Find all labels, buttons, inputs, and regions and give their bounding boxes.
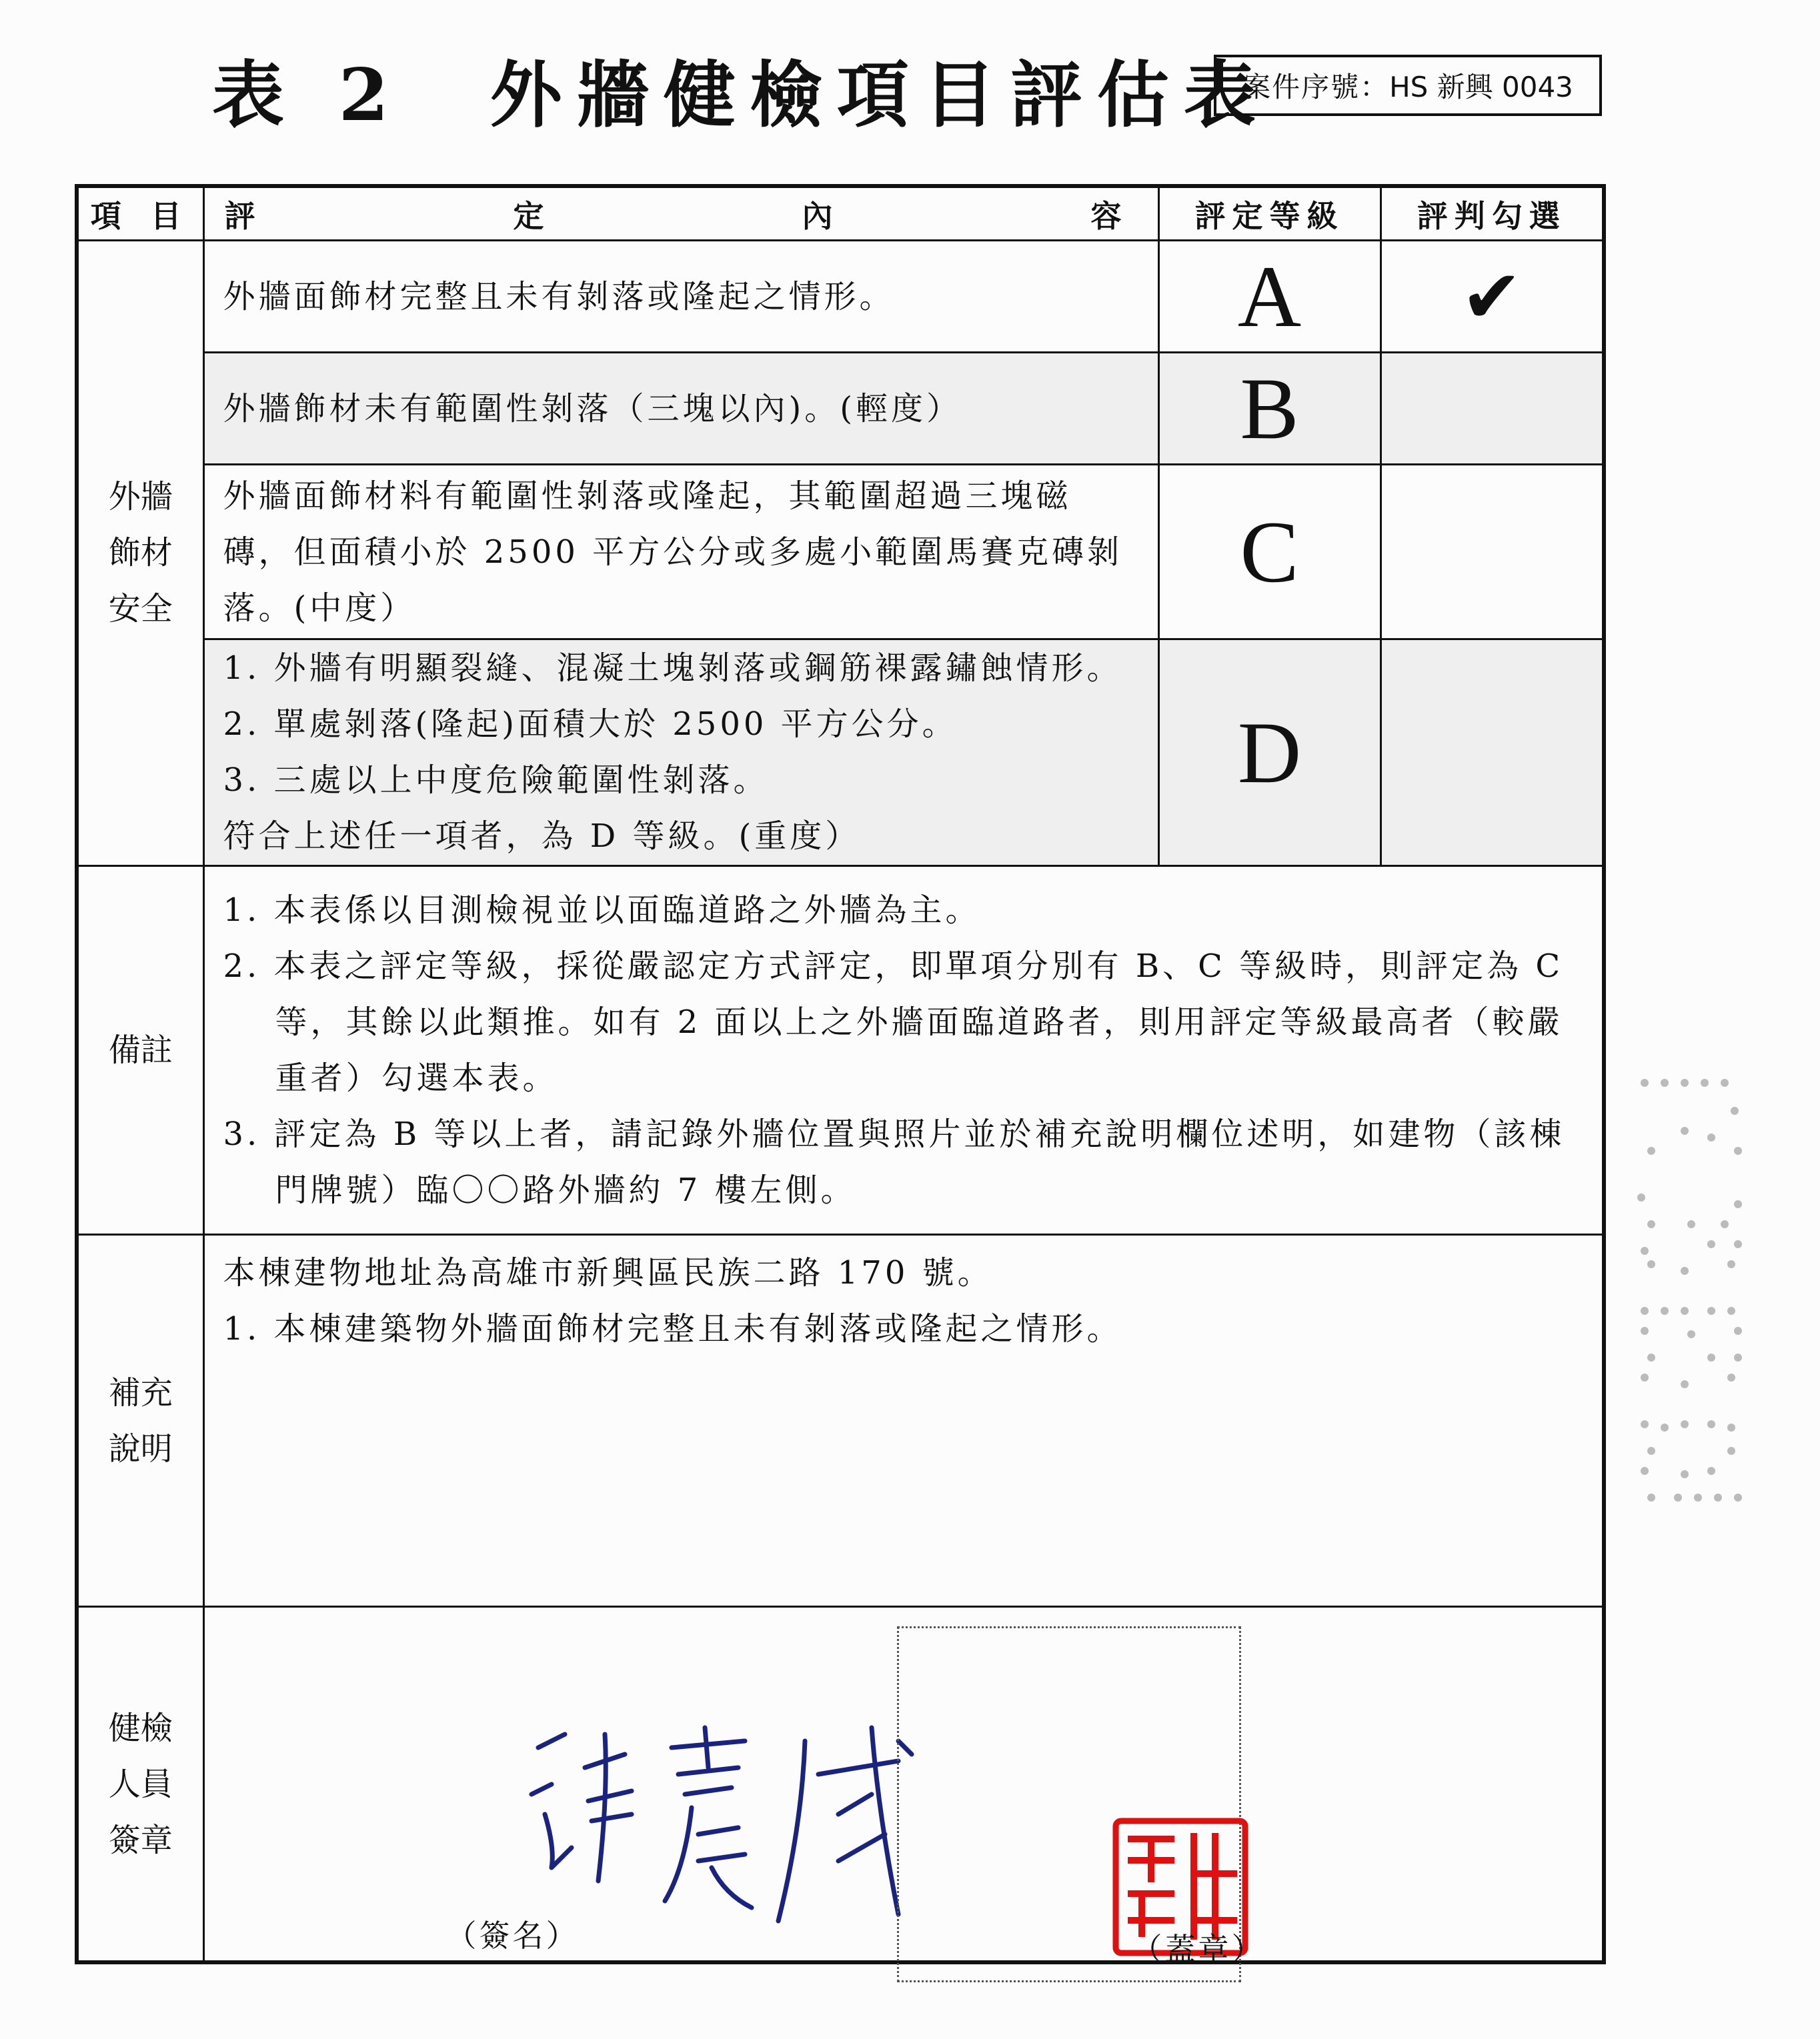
perforation-hole bbox=[1641, 1079, 1649, 1087]
grade-a-description: 外牆面飾材完整且未有剝落或隆起之情形。 bbox=[203, 241, 1158, 353]
perforation-hole bbox=[1641, 1327, 1649, 1335]
grade-row-d bbox=[77, 639, 1604, 865]
case-number-label: 案件序號： bbox=[1242, 71, 1390, 103]
perforation-hole bbox=[1641, 1420, 1649, 1428]
perforation-hole bbox=[1681, 1470, 1689, 1478]
perforation-hole bbox=[1734, 1327, 1742, 1335]
perforation-hole bbox=[1721, 1220, 1729, 1228]
perforation-hole bbox=[1727, 1424, 1735, 1432]
perforation-hole bbox=[1661, 1079, 1669, 1087]
grade-d-check-cell[interactable] bbox=[1381, 639, 1604, 865]
supplement-line: 1. 本棟建築物外牆面飾材完整且未有剝落或隆起之情形。 bbox=[223, 1310, 1122, 1348]
perforation-hole bbox=[1641, 1467, 1649, 1475]
grade-c-description: 外牆面飾材料有範圍性剝落或隆起，其範圍超過三塊磁 磚，但面積小於 2500 平方公分或多處小範圍馬賽克磚剝 落。(中度） bbox=[203, 465, 1158, 639]
perforation-hole bbox=[1661, 1424, 1669, 1432]
note-item: 1. 本表係以目測檢視並以面臨道路之外牆為主。 bbox=[223, 891, 981, 929]
perforation-hole bbox=[1641, 1307, 1649, 1315]
perforation-hole bbox=[1681, 1127, 1689, 1135]
perforation-hole bbox=[1681, 1420, 1689, 1428]
grade-d: D bbox=[1158, 639, 1381, 865]
perforation-hole bbox=[1681, 1079, 1689, 1087]
perforation-hole bbox=[1707, 1467, 1715, 1475]
perforation-hole bbox=[1707, 1134, 1715, 1142]
supplement-line: 本棟建物地址為高雄市新興區民族二路 170 號。 bbox=[223, 1254, 993, 1292]
supplement-content[interactable] bbox=[203, 1234, 1604, 1606]
perforation-hole bbox=[1734, 1200, 1742, 1208]
perforation-hole bbox=[1641, 1374, 1649, 1382]
case-number-value: HS 新興 0043 bbox=[1389, 71, 1573, 103]
perforation-hole bbox=[1727, 1307, 1735, 1315]
perforation-hole bbox=[1727, 1447, 1735, 1455]
perforation-hole bbox=[1731, 1107, 1739, 1115]
perforation-hole bbox=[1687, 1220, 1695, 1228]
grade-b-description: 外牆飾材未有範圍性剝落（三塊以內)。(輕度） bbox=[203, 353, 1158, 465]
perforation-hole bbox=[1687, 1330, 1695, 1338]
perforation-hole bbox=[1701, 1079, 1709, 1087]
perforation-hole bbox=[1707, 1354, 1715, 1362]
perforation-hole bbox=[1734, 1354, 1742, 1362]
supplement-row bbox=[77, 1234, 1604, 1606]
perforation-hole bbox=[1681, 1267, 1689, 1275]
sign-label: （簽名） bbox=[445, 1918, 580, 1954]
header-content: 評 定 內 容 bbox=[203, 186, 1158, 241]
supplement-category: 補充 說明 bbox=[77, 1234, 203, 1606]
grade-a: A bbox=[1158, 241, 1381, 353]
perforation-hole bbox=[1661, 1307, 1669, 1315]
page-title: 表 2 外牆健檢項目評估表 bbox=[212, 53, 1270, 137]
stamp-label: （蓋章） bbox=[1131, 1931, 1265, 1968]
handwritten-signature bbox=[525, 1714, 938, 1934]
perforation-hole bbox=[1707, 1307, 1715, 1315]
grade-b-check-cell[interactable] bbox=[1381, 353, 1604, 465]
assessment-table bbox=[75, 184, 1602, 1968]
signature-area bbox=[203, 1607, 1604, 1968]
perforation-hole bbox=[1647, 1147, 1655, 1155]
perforation-hole bbox=[1721, 1079, 1729, 1087]
perforation-hole bbox=[1647, 1494, 1655, 1502]
perforation-hole bbox=[1727, 1374, 1735, 1382]
facade-category: 外牆 飾材 安全 bbox=[77, 241, 203, 866]
notes-row bbox=[77, 865, 1604, 1234]
signature-category: 健檢 人員 簽章 bbox=[77, 1607, 203, 1962]
header-grade: 評定等級 bbox=[1158, 186, 1381, 241]
grade-c-check-cell[interactable] bbox=[1381, 465, 1604, 639]
header-item: 項 目 bbox=[77, 186, 203, 241]
perforation-hole bbox=[1714, 1494, 1722, 1502]
perforation-hole bbox=[1734, 1494, 1742, 1502]
grade-b: B bbox=[1158, 353, 1381, 465]
perforation-hole bbox=[1647, 1260, 1655, 1268]
note-item: 2. 本表之評定等級，採從嚴認定方式評定，即單項分別有 B、C 等級時，則評定為 C 等，其餘以此類推。如有 2 面以上之外牆面臨道路者，則用評定等級最高者（較嚴重者）勾選本表。 bbox=[223, 947, 1564, 1097]
perforation-hole bbox=[1734, 1147, 1742, 1155]
perforation-hole bbox=[1707, 1240, 1715, 1248]
perforation-hole bbox=[1647, 1220, 1655, 1228]
perforation-hole bbox=[1647, 1447, 1655, 1455]
perforation-hole bbox=[1694, 1494, 1702, 1502]
perforation-hole bbox=[1727, 1260, 1735, 1268]
grade-row-c bbox=[77, 465, 1604, 639]
grade-row-a bbox=[77, 241, 1604, 353]
perforation-hole bbox=[1681, 1380, 1689, 1388]
signature-row bbox=[77, 1607, 1604, 1962]
notes-category: 備註 bbox=[77, 865, 203, 1234]
perforation-hole bbox=[1674, 1494, 1682, 1502]
grade-d-description: 1. 外牆有明顯裂縫、混凝土塊剝落或鋼筋裸露鏽蝕情形。 2. 單處剝落(隆起)面積大於 2500 平方公分。 3. 三處以上中度危險範圍性剝落。 符合上述任一項者，為 D 等級。(重度） bbox=[203, 639, 1158, 865]
perforation-hole bbox=[1734, 1240, 1742, 1248]
header-judgement: 評判勾選 bbox=[1381, 186, 1604, 241]
perforation-hole bbox=[1681, 1307, 1689, 1315]
case-number-box bbox=[1214, 55, 1602, 116]
perforation-hole bbox=[1637, 1194, 1645, 1202]
note-item: 3. 評定為 B 等以上者，請記錄外牆位置與照片並於補充說明欄位述明，如建物（該棟門牌號）臨〇〇路外牆約 7 樓左側。 bbox=[223, 1115, 1565, 1209]
grade-c: C bbox=[1158, 465, 1381, 639]
perforation-hole bbox=[1647, 1354, 1655, 1362]
perforation-hole bbox=[1707, 1420, 1715, 1428]
grade-row-b bbox=[77, 353, 1604, 465]
grade-a-checkmark[interactable]: ✔ bbox=[1381, 241, 1604, 353]
notes-content bbox=[203, 865, 1604, 1234]
perforation-hole bbox=[1641, 1247, 1649, 1255]
